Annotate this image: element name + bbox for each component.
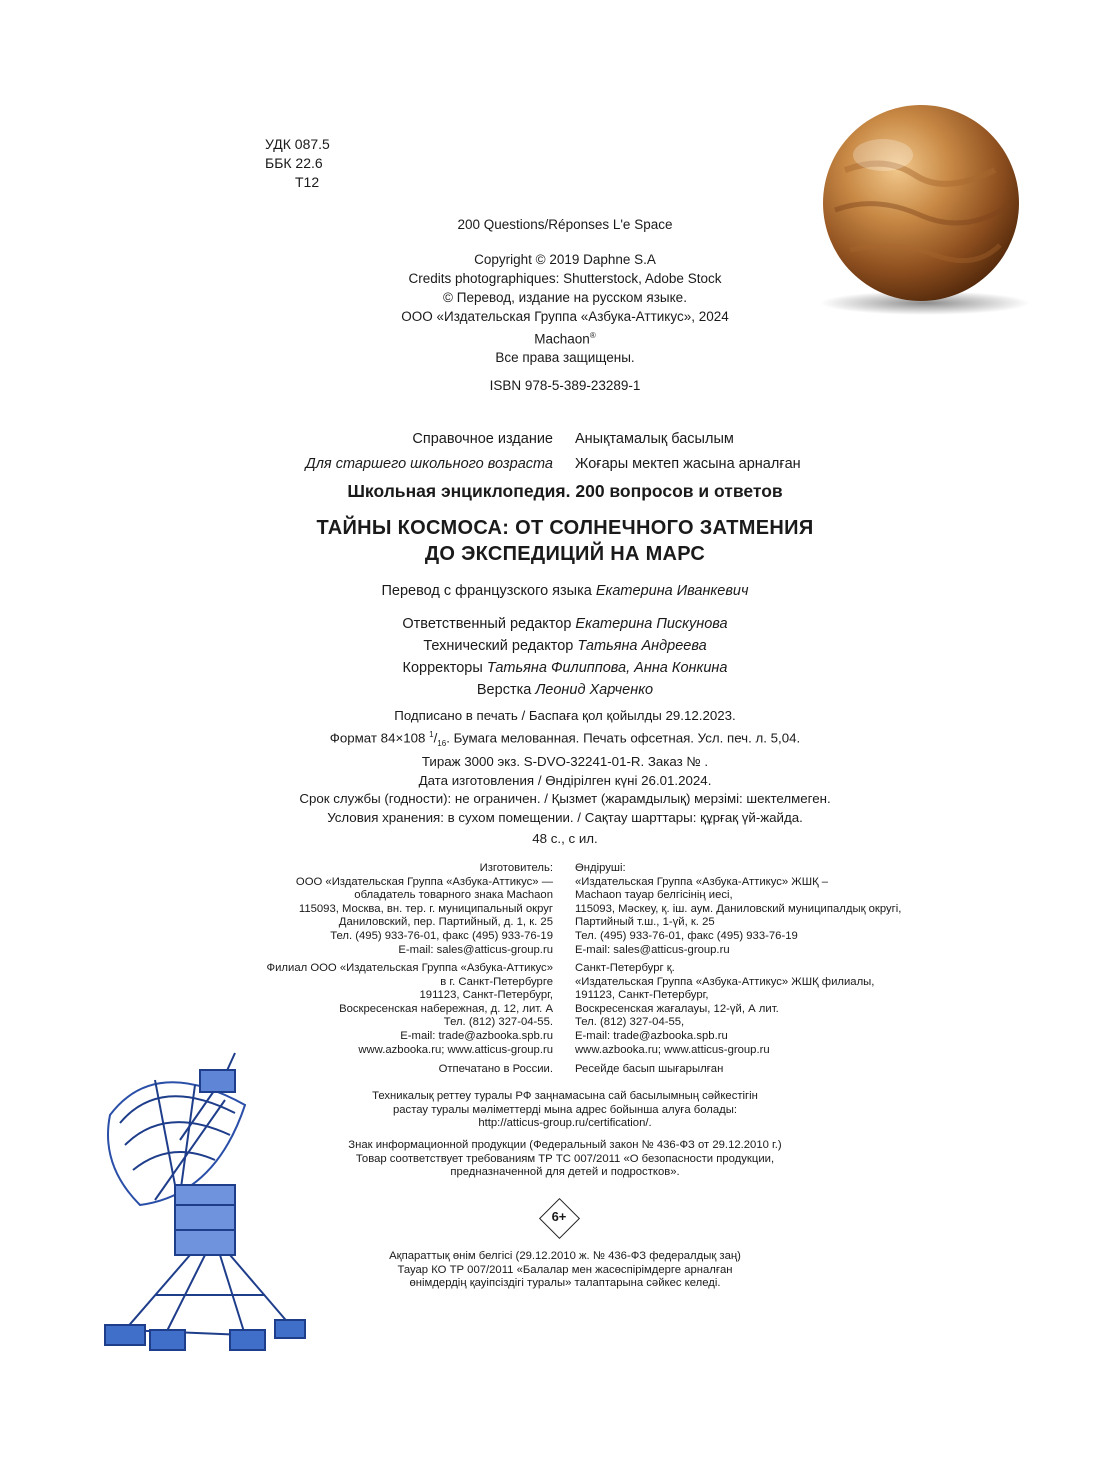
- credit-label: Верстка: [476, 682, 532, 698]
- translation-copyright-line: © Перевод, издание на русском языке.: [443, 290, 687, 305]
- format-rest: . Бумага мелованная. Печать офсетная. Усл. печ. л. 5,04.: [446, 729, 801, 745]
- manufacturer-ru-line: ООО «Издательская Группа «Азбука-Аттикус» —: [295, 875, 553, 888]
- info-sign-kz-line: Ақпараттық өнім белгісі (29.12.2010 ж. № 436-ФЗ федералдық заң): [389, 1250, 741, 1262]
- age-rating-badge: [539, 1198, 579, 1238]
- page-count: 48 с., с ил.: [532, 831, 598, 846]
- brand-line: [0, 326, 1100, 349]
- editorial-credits: [0, 613, 1100, 701]
- book-title-line-1: ТАЙНЫ КОСМОСА: ОТ СОЛНЕЧНОГО ЗАТМЕНИЯ: [316, 517, 814, 539]
- branch-ru-line: 191123, Санкт-Петербург,: [419, 989, 553, 1002]
- shelf-life: Срок службы (годности): не ограничен. / Қызмет (жарамдылық) мерзімі: шектелмеген.: [299, 791, 831, 807]
- edition-type-ru: Справочное издание: [412, 431, 553, 447]
- credits-photo-line: Credits photographiques: Shutterstock, Adobe Stock: [408, 271, 722, 286]
- registered-mark: ®: [589, 331, 596, 340]
- branch-kz-line: «Издательская Группа «Азбука-Аттикус» ЖШҚ филиалы,: [575, 975, 875, 988]
- original-title: 200 Questions/Réponses L'e Space: [457, 217, 673, 232]
- age-rating-label: 6+: [551, 1209, 567, 1224]
- branch-ru-line: Тел. (812) 327-04-55.: [443, 1016, 553, 1029]
- storage-conditions: Условия хранения: в сухом помещении. / Сақтау шарттары: құрғақ үй-жайда.: [327, 809, 803, 825]
- udk-code: УДК 087.5: [265, 136, 330, 152]
- info-sign-ru-line: Товар соответствует требованиям ТР ТС 007/2011 «О безопасности продукции,: [355, 1152, 775, 1165]
- branch-ru-line: E-mail: trade@azbooka.spb.ru: [400, 1029, 553, 1042]
- translation-label: Перевод с французского языка: [381, 583, 592, 599]
- classification-codes: [265, 135, 330, 192]
- manufacturer-ru: [296, 862, 553, 957]
- info-sign-kz: [0, 1250, 1100, 1291]
- info-sign-ru-line: предназначенной для детей и подростков».: [450, 1166, 680, 1179]
- credit-name: Леонид Харченко: [535, 682, 654, 698]
- certification-line: http://atticus-group.ru/certification/.: [478, 1117, 652, 1130]
- publisher-line: ООО «Издательская Группа «Азбука-Аттикус», 2024: [401, 309, 729, 324]
- manufacturer-kz-line: Machaon тауар белгісінің иесі,: [575, 889, 733, 902]
- manufacturer-ru-line: E-mail: sales@atticus-group.ru: [398, 943, 553, 956]
- credit-row: [0, 657, 1100, 679]
- credit-row: [0, 635, 1100, 657]
- copyright-line: Copyright © 2019 Daphne S.A: [474, 252, 656, 267]
- info-sign-ru: [0, 1139, 1100, 1180]
- format-line: Формат 84×108 $^1/_{16}$. Бумага мелованная. Печать офсетная. Усл. печ. л. 5,04.: [329, 729, 801, 748]
- format-numerator: 1: [429, 729, 434, 739]
- bbk-code: ББК 22.6: [265, 155, 323, 171]
- info-sign-ru-line: Знак информационной продукции (Федеральный закон № 436-ФЗ от 29.12.2010 г.): [348, 1139, 782, 1151]
- info-sign-kz-line: өнімдердің қауіпсіздігі туралы» талаптарына сәйкес келеді.: [409, 1277, 721, 1290]
- branch-ru: [267, 962, 553, 1057]
- manufacturer-ru-line: Даниловский, пер. Партийный, д. 1, к. 25: [338, 916, 553, 929]
- branch-ru-line: Воскресенская набережная, д. 12, лит. А: [339, 1002, 553, 1015]
- technical-info: [0, 707, 1100, 827]
- certification-line: Техникалық реттеу туралы РФ заңнамасына сай басылымның сәйкестігін: [372, 1090, 758, 1102]
- branch-kz-line: E-mail: trade@azbooka.spb.ru: [575, 1029, 728, 1042]
- branch-kz-line: Тел. (812) 327-04-55,: [575, 1016, 685, 1029]
- brand-name: Machaon: [534, 331, 590, 347]
- edition-age-ru: Для старшего школьного возраста: [305, 456, 553, 472]
- manufacturer-kz-line: Өндіруші:: [575, 862, 626, 874]
- branch-kz-line: Воскресенская жағалауы, 12-үй, А лит.: [575, 1002, 779, 1015]
- manufacturer-ru-line: Изготовитель:: [479, 862, 553, 874]
- manufacturer-kz-line: Партийный т.ш., 1-үй, к. 25: [575, 916, 715, 929]
- translation-credit: [0, 580, 1100, 602]
- info-sign-kz-line: Тауар КО ТР 007/2011 «Балалар мен жасөспірімдерге арналған: [397, 1263, 733, 1276]
- manufacturer-kz-line: E-mail: sales@atticus-group.ru: [575, 943, 730, 956]
- credit-name: Татьяна Филиппова, Анна Конкина: [486, 660, 728, 676]
- manufacturer-kz: [575, 862, 901, 957]
- credit-name: Екатерина Пискунова: [575, 616, 728, 632]
- format-prefix: Формат 84×108: [329, 729, 426, 745]
- signed-date: Подписано в печать / Баспаға қол қойылды 29.12.2023.: [394, 708, 736, 723]
- certification-note: [0, 1090, 1100, 1131]
- translator-name: Екатерина Иванкевич: [595, 583, 749, 599]
- certification-line: растау туралы мәліметтерді мына адрес бойынша алуға болады:: [392, 1103, 737, 1116]
- credit-row: [0, 679, 1100, 701]
- manufacturer-ru-line: обладатель товарного знака Machaon: [354, 889, 553, 902]
- branch-kz: [575, 962, 874, 1057]
- manufacturer-kz-line: «Издательская Группа «Азбука-Аттикус» ЖШҚ –: [575, 875, 829, 888]
- format-denominator: 16: [437, 738, 447, 748]
- branch-ru-line: Филиал ООО «Издательская Группа «Азбука-Аттикус»: [266, 962, 553, 974]
- manufacturer-ru-line: 115093, Москва, вн. тер. г. муниципальный округ: [298, 902, 553, 915]
- credit-row: [0, 613, 1100, 635]
- copyright-block: [0, 250, 1100, 349]
- printed-in-ru: Отпечатано в России.: [438, 1063, 553, 1075]
- manufacturer-kz-line: 115093, Мәскеу, қ. іш. аум. Даниловский муниципалдық округі,: [575, 902, 902, 915]
- manufacture-date: Дата изготовления / Өндірілген күні 26.01.2024.: [418, 772, 712, 788]
- author-mark: Т12: [295, 174, 320, 190]
- branch-ru-line: www.azbooka.ru; www.atticus-group.ru: [358, 1043, 553, 1056]
- branch-kz-line: www.azbooka.ru; www.atticus-group.ru: [575, 1043, 770, 1056]
- manufacturer-kz-line: Тел. (495) 933-76-01, факс (495) 933-76-19: [575, 929, 798, 942]
- branch-kz-line: Санкт-Петербург қ.: [575, 962, 675, 974]
- book-title-line-2: ДО ЭКСПЕДИЦИЙ НА МАРС: [424, 543, 706, 565]
- branch-ru-line: в г. Санкт-Петербурге: [440, 975, 553, 988]
- credit-name: Татьяна Андреева: [577, 638, 707, 654]
- book-title: [0, 515, 1100, 567]
- rights-notice: Все права защищены.: [495, 350, 635, 365]
- printed-in-kz: Ресейде басып шығарылған: [575, 1063, 724, 1075]
- series-title: Школьная энциклопедия. 200 вопросов и ответов: [347, 481, 783, 501]
- credit-label: Корректоры: [402, 660, 483, 676]
- isbn: ISBN 978-5-389-23289-1: [489, 378, 641, 393]
- credit-label: Технический редактор: [423, 638, 574, 654]
- credit-label: Ответственный редактор: [402, 616, 572, 632]
- print-run: Тираж 3000 экз. S-DVO-32241-01-R. Заказ № .: [421, 754, 709, 770]
- manufacturer-ru-line: Тел. (495) 933-76-01, факс (495) 933-76-19: [330, 929, 553, 942]
- edition-age-kz: Жоғары мектеп жасына арналған: [575, 456, 801, 472]
- branch-kz-line: 191123, Санкт-Петербург,: [575, 989, 709, 1002]
- edition-type-kz: Анықтамалық басылым: [575, 431, 734, 447]
